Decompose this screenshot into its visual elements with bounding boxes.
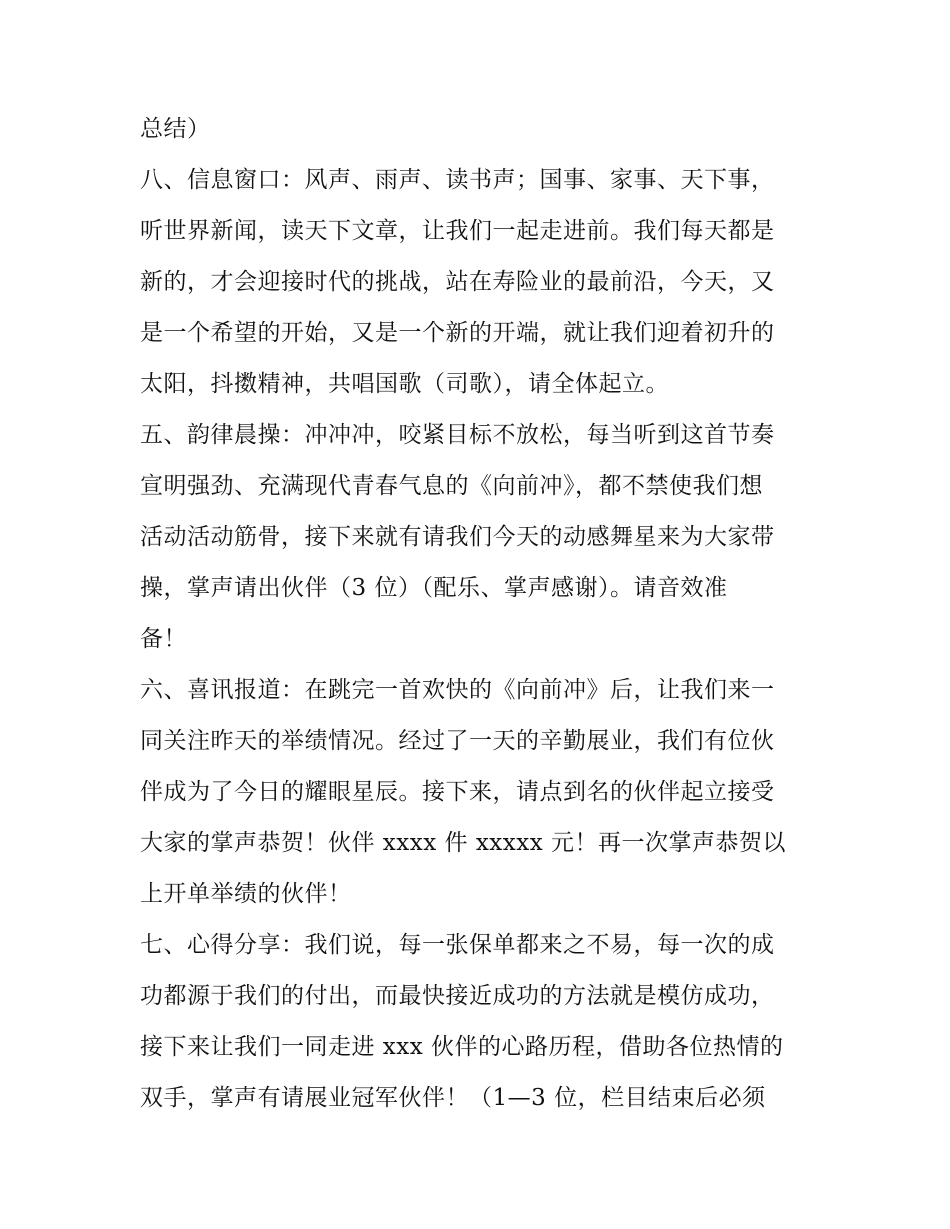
text-line: 接下来让我们一同走进 xxx 伙伴的心路历程，借助各位热情的 <box>140 1034 784 1060</box>
text-line: 活动活动筋骨，接下来就有请我们今天的动感舞星来为大家带 <box>140 524 775 550</box>
text-line: 伴成为了今日的耀眼星辰。接下来，请点到名的伙伴起立接受 <box>140 779 775 805</box>
text-line: 是一个希望的开始，又是一个新的开端，就让我们迎着初升的 <box>140 320 775 346</box>
text-line: 备！ <box>140 626 187 652</box>
text-line: 同关注昨天的举绩情况。经过了一天的辛勤展业，我们有位伙 <box>140 728 775 754</box>
text-line: 五、韵律晨操：冲冲冲，咬紧目标不放松，每当听到这首节奏 <box>140 422 775 448</box>
document-body <box>140 108 820 1128</box>
text-line: 大家的掌声恭贺！伙伴 xxxx 件 xxxxx 元！再一次掌声恭贺以 <box>140 830 786 856</box>
text-line: 七、心得分享：我们说，每一张保单都来之不易，每一次的成 <box>140 932 775 958</box>
text-line: 听世界新闻，读天下文章，让我们一起走进前。我们每天都是 <box>140 218 775 244</box>
text-line: 总结） <box>140 116 211 142</box>
text-line: 八、信息窗口：风声、雨声、读书声；国事、家事、天下事， <box>140 167 775 193</box>
text-line: 宣明强劲、充满现代青春气息的《向前冲》，都不禁使我们想 <box>140 473 763 499</box>
text-line: 功都源于我们的付出，而最快接近成功的方法就是模仿成功， <box>140 983 775 1009</box>
text-line: 双手，掌声有请展业冠军伙伴！（1—3 位，栏目结束后必须 <box>140 1085 766 1111</box>
text-line: 新的，才会迎接时代的挑战，站在寿险业的最前沿，今天，又 <box>140 269 775 295</box>
text-line: 六、喜讯报道：在跳完一首欢快的《向前冲》后，让我们来一 <box>140 677 775 703</box>
text-line: 上开单举绩的伙伴！ <box>140 881 352 907</box>
text-line: 太阳，抖擞精神，共唱国歌（司歌），请全体起立。 <box>140 371 669 397</box>
text-line: 操，掌声请出伙伴（3 位）（配乐、掌声感谢）。请音效准 <box>140 575 728 601</box>
